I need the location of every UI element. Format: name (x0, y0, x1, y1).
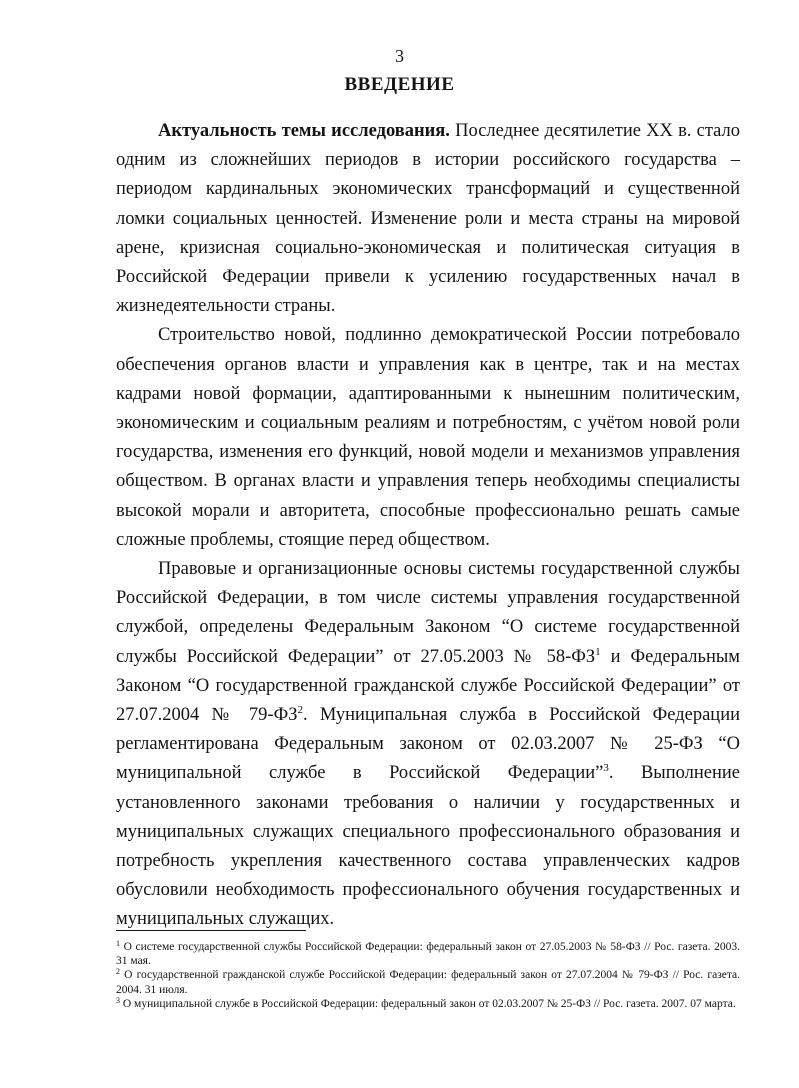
paragraph-legal-basis (116, 555, 740, 935)
footnote (116, 940, 740, 968)
footnote (116, 968, 740, 996)
footnote-mark: 3 (116, 995, 120, 1005)
page-number: 3 (395, 46, 404, 66)
footnotes (116, 940, 740, 1011)
paragraph-text: . Муниципальная служба в Российской Федерации регламентирована Федеральным законом от 02.03.2007 № 25-ФЗ “О муниципальной службе в Российской Федерации” (116, 705, 740, 784)
paragraph-text: . Выполнение установленного законами требования о наличии у государственных и муниципальных служащих специального профессионального образования и потребность укрепления качественного состава управленческих кадров обусловили необходимость профессионального обучения государственных и муниципальных служащих. (116, 763, 740, 930)
main-text (116, 117, 740, 935)
footnote-mark: 1 (116, 939, 120, 948)
paragraph-relevance (116, 117, 740, 321)
footnote-text: О системе государственной службы Российской Федерации: федеральный закон от 27.05.2003 № 58-ФЗ // Рос. газета. 2003. 31 мая. (116, 941, 740, 968)
paragraph-text: и Федеральным Законом “О государственной гражданской службе Российской Федерации” от 27.07.2004 № 79-ФЗ (116, 646, 740, 726)
footnote-text: О государственной гражданской службе Российской Федерации: федеральный закон от 27.07.2004 № 79-ФЗ // Рос. газета. 2004. 31 июля. (116, 969, 740, 996)
page-title: ВВЕДЕНИЕ (344, 74, 455, 95)
footnote-divider (116, 930, 306, 931)
footnote (116, 997, 740, 1011)
paragraph-new-russia: Строительство новой, подлинно демократической России потребовало обеспечения органов власти и управления как в центре, так и на местах кадрами новой формации, адаптированными к нынешним политическим, экономическим и социальным реалиям и потребностям, с учётом новой роли государства, изменения его функций, новой модели и механизмов управления обществом. В органах власти и управления теперь необходимы специалисты высокой морали и авторитета, способные профессионально решать самые сложные проблемы, стоящие перед обществом. (116, 325, 740, 550)
footnote-ref[interactable]: 2 (297, 704, 303, 717)
footnote-ref[interactable]: 3 (603, 762, 609, 775)
section-lead: Актуальность темы исследования. (158, 121, 450, 141)
paragraph-text: Правовые и организационные основы системы государственной службы Российской Федерации, в том числе системы управления государственной службой, определены Федеральным Законом “О системе государственной службы Российской Федерации” от 27.05.2003 № 58-ФЗ (116, 559, 740, 667)
footnote-text: О муниципальной службе в Российской Федерации: федеральный закон от 02.03.2007 № 25-ФЗ // Рос. газета. 2007. 07 марта. (120, 997, 736, 1010)
footnote-mark: 2 (116, 967, 120, 977)
footnote-ref[interactable]: 1 (595, 645, 601, 658)
paragraph-text: Последнее десятилетие XX в. стало одним из сложнейших периодов в истории российского государства – периодом кардинальных экономических трансформаций и существенной ломки социальных ценностей. Изменение роли и места страны на мировой арене, кризисная социально-экономическая и политическая ситуация в Российской Федерации привели к усилению государственных начал в жизнедеятельности страны. (116, 121, 741, 317)
